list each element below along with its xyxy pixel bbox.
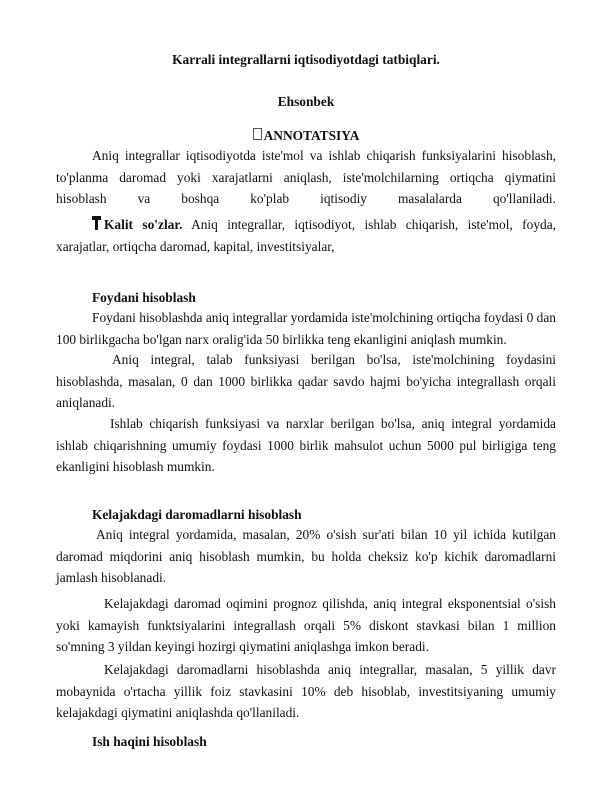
- keywords-label: Kalit so'zlar.: [104, 217, 183, 232]
- annotation-heading-text: ANNOTATSIYA: [263, 128, 360, 143]
- keywords-paragraph: [56, 214, 556, 257]
- section-heading-foydani: Foydani hisoblash: [92, 290, 196, 305]
- keywords-text: Aniq integrallar, iqtisodiyot, ishlab chiqarish, iste'mol, foyda, xarajatlar, ortiqcha daromad, kapital, investitsiyalar,: [56, 217, 556, 254]
- section2-paragraph-2: Kelajakdagi daromad oqimini prognoz qilishda, aniq integral eksponentsial o'sish yoki kamayish funktsiyalarini integrallash orqali 5% diskont stavkasi bilan 1 million so'mning 3 yildan keyingi hozirgi qiymatini aniqlashga imkon beradi.: [56, 596, 556, 654]
- author-name: Ehsonbek: [277, 94, 335, 109]
- section2-paragraph-3: Kelajakdagi daromadlarni hisoblashda aniq integrallar, masalan, 5 yillik davr mobaynida o'rtacha yillik foiz stavkasini 10% deb hisoblab, investitsiyaning umumiy kelajakdagi qiymatini aniqlashda qo'llaniladi.: [56, 662, 556, 720]
- document-title: Karrali integrallarni iqtisodiyotdagi tatbiqlari.: [172, 52, 440, 67]
- pin-icon: [92, 216, 101, 230]
- section-heading-kelajakdagi: Kelajakdagi daromadlarni hisoblash: [92, 507, 302, 522]
- annotation-heading: [0, 128, 612, 144]
- section1-paragraph-2: Aniq integral, talab funksiyasi berilgan bo'lsa, iste'molchining foydasini hisoblashda, masalan, 0 dan 1000 birlikka qadar savdo hajmi bo'yicha integrallash orqali aniqlanadi.: [56, 352, 556, 410]
- section2-paragraph-1: Aniq integral yordamida, masalan, 20% o'sish sur'ati bilan 10 yil ichida kutilgan daromad miqdorini aniq hisoblash mumkin, bu holda cheksiz ko'p kichik daromadlarni jamlash hisoblanadi.: [56, 527, 556, 585]
- annotation-paragraph: Aniq integrallar iqtisodiyotda iste'mol va ishlab chiqarish funksiyalarini hisoblash, to'planma daromad yoki xarajatlarni aniqlash, iste'molchilarning ortiqcha qiymatini hisoblash va boshqa ko'plab iqtisodiy masalalarda qo'llaniladi.: [56, 148, 556, 206]
- placeholder-box-icon: [253, 128, 262, 140]
- section-heading-ish-haqi: Ish haqini hisoblash: [92, 734, 207, 749]
- section1-paragraph-1: Foydani hisoblashda aniq integrallar yordamida iste'molchining ortiqcha foydasi 0 dan 100 birlikgacha bo'lgan narx oralig'ida 50 birlikka teng ekanligini aniqlash mumkin.: [56, 310, 556, 347]
- section1-paragraph-3: Ishlab chiqarish funksiyasi va narxlar berilgan bo'lsa, aniq integral yordamida ishlab chiqarishning umumiy foydasi 1000 birlik mahsulot uchun 5000 pul birligiga teng ekanligini hisoblash mumkin.: [56, 416, 556, 474]
